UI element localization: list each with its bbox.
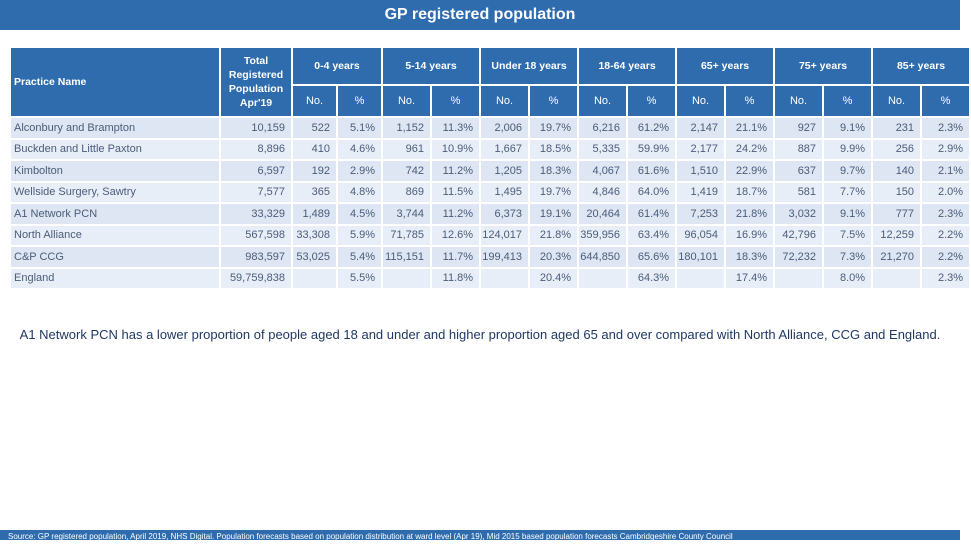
percent-cell: 2.0%: [922, 183, 969, 203]
population-table-container: [9, 46, 964, 290]
percent-cell: 17.4%: [726, 269, 773, 289]
percent-cell: 5.5%: [338, 269, 381, 289]
percent-cell: 2.3%: [922, 118, 969, 138]
percent-cell: 20.4%: [530, 269, 577, 289]
table-row: [11, 204, 969, 224]
percent-cell: 19.7%: [530, 183, 577, 203]
count-cell: 180,101: [677, 247, 724, 267]
count-cell: 12,259: [873, 226, 920, 246]
percent-cell: 59.9%: [628, 140, 675, 160]
practice-name-cell: Buckden and Little Paxton: [11, 140, 219, 160]
count-cell: 256: [873, 140, 920, 160]
table-body: [11, 118, 969, 288]
count-cell: 6,373: [481, 204, 528, 224]
count-cell: 1,205: [481, 161, 528, 181]
percent-cell: 19.1%: [530, 204, 577, 224]
total-population-cell: 59,759,838: [221, 269, 291, 289]
count-cell: [481, 269, 528, 289]
count-cell: 644,850: [579, 247, 626, 267]
percent-cell: 8.0%: [824, 269, 871, 289]
count-cell: 359,956: [579, 226, 626, 246]
count-cell: 1,489: [293, 204, 336, 224]
group-header-under-18: Under 18 years: [481, 48, 577, 84]
percent-cell: 2.2%: [922, 247, 969, 267]
no-header: No.: [383, 86, 430, 116]
percent-cell: 4.8%: [338, 183, 381, 203]
count-cell: 199,413: [481, 247, 528, 267]
page-title: GP registered population: [0, 0, 960, 30]
pct-header: %: [530, 86, 577, 116]
count-cell: 7,253: [677, 204, 724, 224]
count-cell: 1,510: [677, 161, 724, 181]
count-cell: 2,147: [677, 118, 724, 138]
group-header-65-plus: 65+ years: [677, 48, 773, 84]
percent-cell: 64.3%: [628, 269, 675, 289]
population-table: [9, 46, 971, 290]
percent-cell: 2.3%: [922, 269, 969, 289]
practice-name-cell: A1 Network PCN: [11, 204, 219, 224]
percent-cell: 7.3%: [824, 247, 871, 267]
percent-cell: 11.2%: [432, 204, 479, 224]
percent-cell: 9.1%: [824, 204, 871, 224]
count-cell: 42,796: [775, 226, 822, 246]
count-cell: 777: [873, 204, 920, 224]
count-cell: 115,151: [383, 247, 430, 267]
table-row: [11, 247, 969, 267]
source-note: Source: GP registered population, April 2019, NHS Digital. Population forecasts based on population distribution at ward level (Apr 19), Mid 2015 based population forecasts Cambridgeshire County Council: [0, 530, 960, 540]
percent-cell: 65.6%: [628, 247, 675, 267]
group-header-0-4: 0-4 years: [293, 48, 381, 84]
practice-name-header: Practice Name: [11, 48, 219, 116]
no-header: No.: [579, 86, 626, 116]
count-cell: 742: [383, 161, 430, 181]
no-header: No.: [481, 86, 528, 116]
practice-name-cell: North Alliance: [11, 226, 219, 246]
percent-cell: 18.3%: [530, 161, 577, 181]
count-cell: [383, 269, 430, 289]
group-header-5-14: 5-14 years: [383, 48, 479, 84]
percent-cell: 9.9%: [824, 140, 871, 160]
count-cell: 887: [775, 140, 822, 160]
percent-cell: 5.9%: [338, 226, 381, 246]
total-population-cell: 10,159: [221, 118, 291, 138]
count-cell: 33,308: [293, 226, 336, 246]
count-cell: 140: [873, 161, 920, 181]
percent-cell: 21.1%: [726, 118, 773, 138]
practice-name-cell: Kimbolton: [11, 161, 219, 181]
table-row: [11, 269, 969, 289]
percent-cell: 11.7%: [432, 247, 479, 267]
table-row: [11, 183, 969, 203]
count-cell: [579, 269, 626, 289]
percent-cell: 4.5%: [338, 204, 381, 224]
percent-cell: 9.7%: [824, 161, 871, 181]
table-header: [11, 48, 969, 116]
count-cell: 1,152: [383, 118, 430, 138]
count-cell: 1,667: [481, 140, 528, 160]
count-cell: 927: [775, 118, 822, 138]
percent-cell: 2.9%: [338, 161, 381, 181]
percent-cell: 4.6%: [338, 140, 381, 160]
count-cell: 72,232: [775, 247, 822, 267]
percent-cell: 22.9%: [726, 161, 773, 181]
percent-cell: 2.3%: [922, 204, 969, 224]
total-population-cell: 983,597: [221, 247, 291, 267]
pct-header: %: [922, 86, 969, 116]
total-population-cell: 6,597: [221, 161, 291, 181]
count-cell: 21,270: [873, 247, 920, 267]
count-cell: 71,785: [383, 226, 430, 246]
count-cell: 124,017: [481, 226, 528, 246]
practice-name-cell: Wellside Surgery, Sawtry: [11, 183, 219, 203]
table-row: [11, 118, 969, 138]
count-cell: 1,419: [677, 183, 724, 203]
percent-cell: 11.3%: [432, 118, 479, 138]
percent-cell: 2.9%: [922, 140, 969, 160]
count-cell: 96,054: [677, 226, 724, 246]
no-header: No.: [775, 86, 822, 116]
percent-cell: 2.1%: [922, 161, 969, 181]
count-cell: 5,335: [579, 140, 626, 160]
pct-header: %: [338, 86, 381, 116]
count-cell: 6,216: [579, 118, 626, 138]
count-cell: [775, 269, 822, 289]
total-population-header: Total Registered Population Apr'19: [221, 48, 291, 116]
percent-cell: 10.9%: [432, 140, 479, 160]
pct-header: %: [726, 86, 773, 116]
percent-cell: 5.4%: [338, 247, 381, 267]
count-cell: 410: [293, 140, 336, 160]
percent-cell: 5.1%: [338, 118, 381, 138]
practice-name-cell: England: [11, 269, 219, 289]
count-cell: 869: [383, 183, 430, 203]
percent-cell: 18.5%: [530, 140, 577, 160]
count-cell: 2,177: [677, 140, 724, 160]
percent-cell: 63.4%: [628, 226, 675, 246]
percent-cell: 18.3%: [726, 247, 773, 267]
percent-cell: 7.5%: [824, 226, 871, 246]
percent-cell: 61.4%: [628, 204, 675, 224]
table-row: [11, 140, 969, 160]
count-cell: 961: [383, 140, 430, 160]
pct-header: %: [628, 86, 675, 116]
total-population-cell: 33,329: [221, 204, 291, 224]
count-cell: 150: [873, 183, 920, 203]
count-cell: 2,006: [481, 118, 528, 138]
count-cell: 3,744: [383, 204, 430, 224]
percent-cell: 16.9%: [726, 226, 773, 246]
table-row: [11, 161, 969, 181]
total-population-cell: 7,577: [221, 183, 291, 203]
percent-cell: 18.7%: [726, 183, 773, 203]
count-cell: [873, 269, 920, 289]
percent-cell: 21.8%: [726, 204, 773, 224]
total-population-cell: 567,598: [221, 226, 291, 246]
count-cell: 522: [293, 118, 336, 138]
practice-name-cell: C&P CCG: [11, 247, 219, 267]
percent-cell: 21.8%: [530, 226, 577, 246]
percent-cell: 2.2%: [922, 226, 969, 246]
percent-cell: 61.6%: [628, 161, 675, 181]
count-cell: [293, 269, 336, 289]
percent-cell: 11.2%: [432, 161, 479, 181]
count-cell: 4,067: [579, 161, 626, 181]
percent-cell: 20.3%: [530, 247, 577, 267]
percent-cell: 12.6%: [432, 226, 479, 246]
percent-cell: 64.0%: [628, 183, 675, 203]
count-cell: 3,032: [775, 204, 822, 224]
count-cell: 53,025: [293, 247, 336, 267]
percent-cell: 7.7%: [824, 183, 871, 203]
count-cell: 4,846: [579, 183, 626, 203]
total-population-cell: 8,896: [221, 140, 291, 160]
pct-header: %: [432, 86, 479, 116]
table-row: [11, 226, 969, 246]
no-header: No.: [677, 86, 724, 116]
percent-cell: 24.2%: [726, 140, 773, 160]
percent-cell: 11.8%: [432, 269, 479, 289]
group-header-75-plus: 75+ years: [775, 48, 871, 84]
pct-header: %: [824, 86, 871, 116]
group-header-85-plus: 85+ years: [873, 48, 969, 84]
percent-cell: 61.2%: [628, 118, 675, 138]
percent-cell: 19.7%: [530, 118, 577, 138]
count-cell: 231: [873, 118, 920, 138]
count-cell: 20,464: [579, 204, 626, 224]
count-cell: 365: [293, 183, 336, 203]
count-cell: 1,495: [481, 183, 528, 203]
count-cell: 637: [775, 161, 822, 181]
count-cell: [677, 269, 724, 289]
no-header: No.: [873, 86, 920, 116]
practice-name-cell: Alconbury and Brampton: [11, 118, 219, 138]
percent-cell: 11.5%: [432, 183, 479, 203]
no-header: No.: [293, 86, 336, 116]
summary-text: A1 Network PCN has a lower proportion of people aged 18 and under and higher proportion aged 65 and over compared with North Alliance, CCG and England.: [19, 327, 941, 342]
count-cell: 581: [775, 183, 822, 203]
group-header-18-64: 18-64 years: [579, 48, 675, 84]
count-cell: 192: [293, 161, 336, 181]
percent-cell: 9.1%: [824, 118, 871, 138]
